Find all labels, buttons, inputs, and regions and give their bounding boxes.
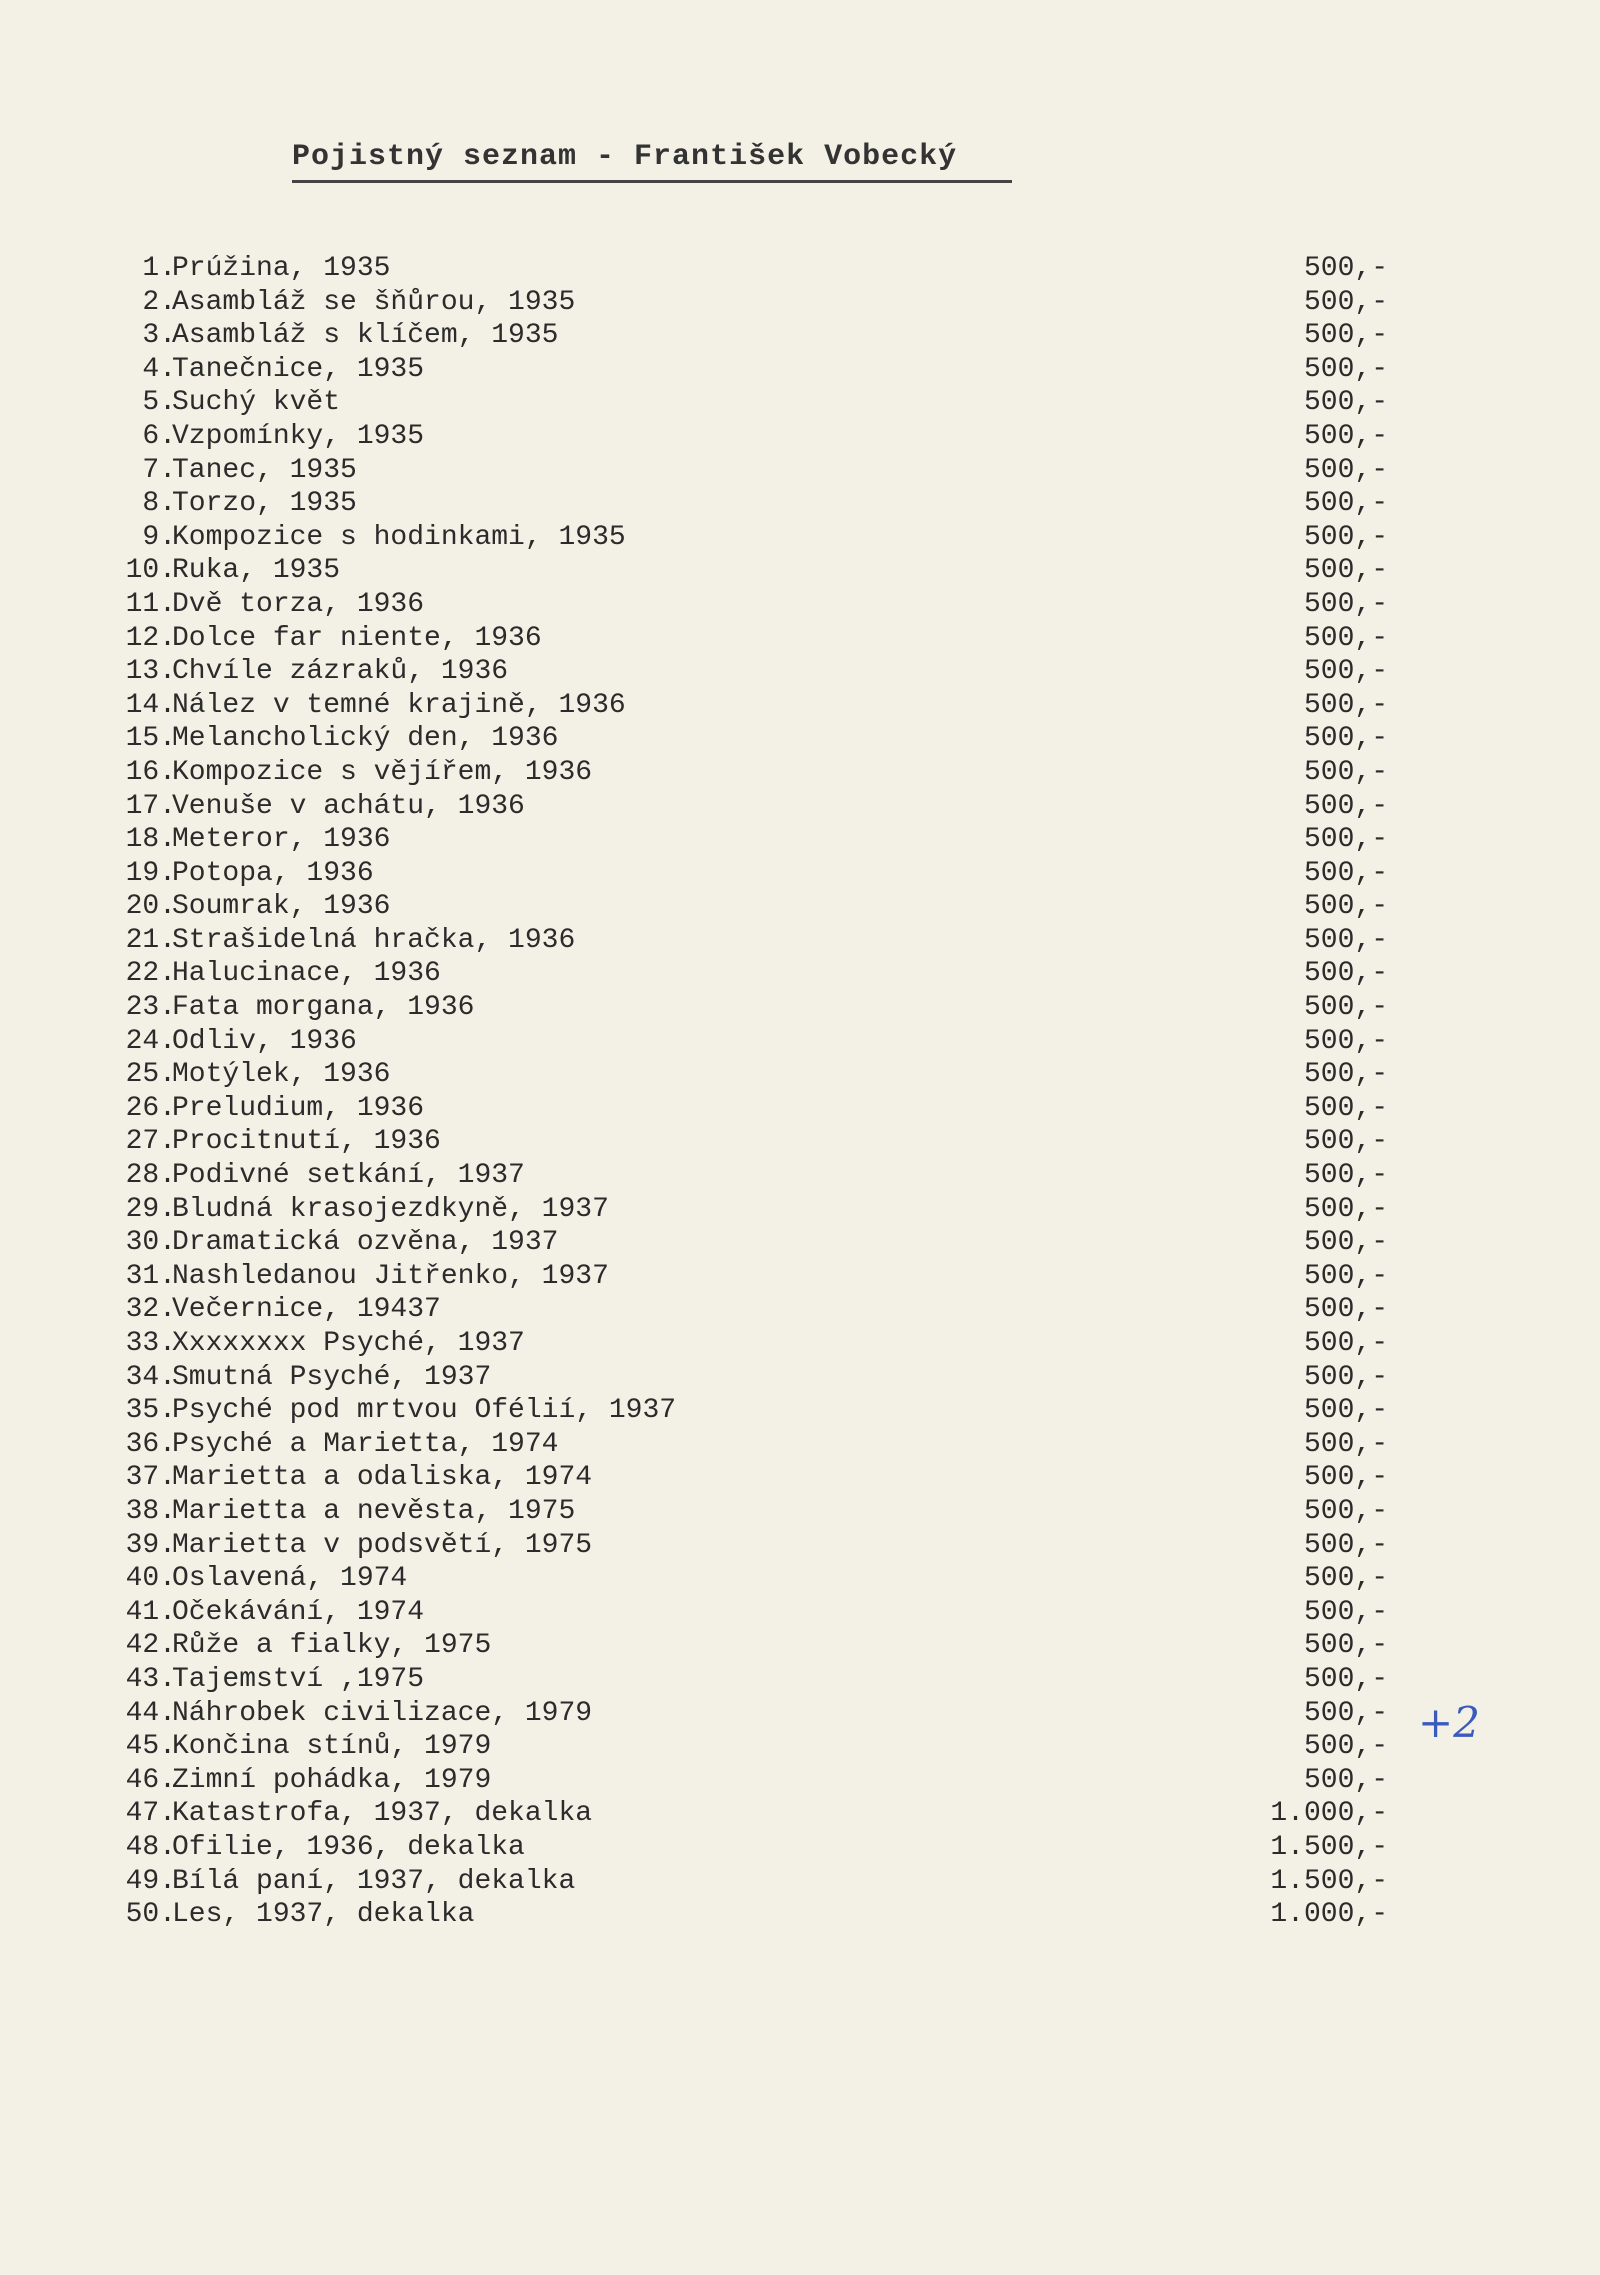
item-title: Dramatická ozvěna, 1937	[172, 1227, 559, 1259]
list-item	[0, 386, 1600, 420]
item-value: 500,-	[1303, 1294, 1388, 1326]
item-number: 42.	[125, 1630, 176, 1662]
item-value: 500,-	[1303, 1630, 1388, 1662]
item-number: 48.	[125, 1831, 176, 1863]
list-item	[0, 1092, 1600, 1126]
item-value: 500,-	[1303, 1495, 1388, 1527]
item-value: 500,-	[1303, 1092, 1388, 1124]
item-title: Růže a fialky, 1975	[172, 1630, 492, 1662]
item-number: 23.	[125, 992, 176, 1024]
list-item	[0, 1159, 1600, 1193]
item-value: 500,-	[1303, 1160, 1388, 1192]
item-value: 500,-	[1303, 353, 1388, 385]
list-item	[0, 1764, 1600, 1798]
item-title: Ofilie, 1936, dekalka	[172, 1831, 525, 1863]
title-underline	[292, 180, 1012, 183]
item-value: 500,-	[1303, 1529, 1388, 1561]
list-item	[0, 319, 1600, 353]
item-value: 500,-	[1303, 521, 1388, 553]
item-title: Vzpomínky, 1935	[172, 420, 425, 452]
list-item	[0, 1461, 1600, 1495]
item-title: Motýlek, 1936	[172, 1059, 391, 1091]
item-title: Bludná krasojezdkyně, 1937	[172, 1193, 609, 1225]
list-item	[0, 1428, 1600, 1462]
item-title: Dolce far niente, 1936	[172, 622, 542, 654]
item-number: 13.	[125, 656, 176, 688]
item-number: 35.	[125, 1395, 176, 1427]
item-value: 500,-	[1303, 958, 1388, 990]
item-title: Kompozice s hodinkami, 1935	[172, 521, 626, 553]
list-item	[0, 487, 1600, 521]
item-title: Nález v temné krajině, 1936	[172, 689, 626, 721]
item-number: 50.	[125, 1899, 176, 1931]
item-number: 28.	[125, 1160, 176, 1192]
item-number: 41.	[125, 1596, 176, 1628]
item-title: Chvíle zázraků, 1936	[172, 656, 509, 688]
item-value: 1.000,-	[1270, 1798, 1388, 1830]
item-title: Strašidelná hračka, 1936	[172, 924, 576, 956]
list-item	[0, 655, 1600, 689]
item-number: 16.	[125, 756, 176, 788]
item-title: Smutná Psyché, 1937	[172, 1361, 492, 1393]
item-title: Nashledanou Jitřenko, 1937	[172, 1260, 609, 1292]
item-title: Potopa, 1936	[172, 857, 374, 889]
item-title: Tanečnice, 1935	[172, 353, 425, 385]
item-number: 36.	[125, 1428, 176, 1460]
insurance-list	[0, 252, 1600, 1932]
item-value: 500,-	[1303, 1663, 1388, 1695]
item-value: 500,-	[1303, 1126, 1388, 1158]
item-number: 43.	[125, 1663, 176, 1695]
item-number: 18.	[125, 824, 176, 856]
item-number: 9.	[142, 521, 176, 553]
item-value: 500,-	[1303, 1328, 1388, 1359]
item-title: Tanec, 1935	[172, 454, 357, 486]
item-title: Psyché a Marietta, 1974	[172, 1428, 559, 1460]
item-title: Meteror, 1936	[172, 824, 391, 856]
item-value: 500,-	[1303, 454, 1388, 486]
item-title: Zimní pohádka, 1979	[172, 1764, 492, 1796]
list-item	[0, 1562, 1600, 1596]
item-value: 1.500,-	[1270, 1831, 1388, 1863]
item-number: 37.	[125, 1462, 176, 1494]
item-number: 45.	[125, 1731, 176, 1763]
list-item	[0, 1596, 1600, 1630]
list-item	[0, 1865, 1600, 1899]
item-title: Prúžina, 1935	[172, 253, 391, 284]
item-value: 500,-	[1303, 1395, 1388, 1427]
item-title: Marietta a nevěsta, 1975	[172, 1495, 576, 1527]
list-item	[0, 890, 1600, 924]
list-item	[0, 1663, 1600, 1697]
handwritten-note: +2	[1418, 1698, 1480, 1747]
item-value: 500,-	[1303, 1563, 1388, 1595]
item-number: 40.	[125, 1563, 176, 1595]
list-item	[0, 857, 1600, 891]
list-item	[0, 454, 1600, 488]
item-number: 3.	[142, 320, 176, 352]
item-title: Podivné setkání, 1937	[172, 1160, 525, 1192]
list-item	[0, 1226, 1600, 1260]
item-value: 500,-	[1303, 656, 1388, 688]
item-value: 500,-	[1303, 320, 1388, 352]
list-item	[0, 1697, 1600, 1731]
list-item	[0, 252, 1600, 286]
list-item	[0, 957, 1600, 991]
item-title: Odliv, 1936	[172, 1025, 357, 1057]
item-title: Končina stínů, 1979	[172, 1731, 492, 1763]
item-value: 500,-	[1303, 622, 1388, 654]
item-value: 500,-	[1303, 824, 1388, 856]
item-value: 1.500,-	[1270, 1865, 1388, 1897]
item-number: 39.	[125, 1529, 176, 1561]
item-value: 500,-	[1303, 1596, 1388, 1628]
item-value: 500,-	[1303, 1428, 1388, 1460]
list-item	[0, 756, 1600, 790]
item-title: Venuše v achátu, 1936	[172, 790, 525, 822]
item-number: 21.	[125, 924, 176, 956]
item-number: 27.	[125, 1126, 176, 1158]
item-title: Preludium, 1936	[172, 1092, 425, 1124]
list-item	[0, 1260, 1600, 1294]
item-title: Očekávání, 1974	[172, 1596, 425, 1628]
item-number: 47.	[125, 1798, 176, 1830]
item-value: 500,-	[1303, 992, 1388, 1024]
item-number: 49.	[125, 1865, 176, 1897]
item-value: 1.000,-	[1270, 1899, 1388, 1931]
list-item	[0, 622, 1600, 656]
item-number: 34.	[125, 1361, 176, 1393]
item-number: 15.	[125, 723, 176, 755]
item-value: 500,-	[1303, 756, 1388, 788]
list-item	[0, 1730, 1600, 1764]
list-item	[0, 286, 1600, 320]
list-item	[0, 353, 1600, 387]
item-title: Bílá paní, 1937, dekalka	[172, 1865, 576, 1897]
item-title: Asambláž s klíčem, 1935	[172, 320, 559, 352]
item-title: Kompozice s vějířem, 1936	[172, 756, 593, 788]
item-value: 500,-	[1303, 857, 1388, 889]
list-item	[0, 1898, 1600, 1932]
item-number: 29.	[125, 1193, 176, 1225]
item-value: 500,-	[1303, 555, 1388, 587]
list-item	[0, 1529, 1600, 1563]
item-value: 500,-	[1303, 1697, 1388, 1729]
item-value: 500,-	[1303, 1193, 1388, 1225]
list-item	[0, 1629, 1600, 1663]
item-number: 32.	[125, 1294, 176, 1326]
item-value: 500,-	[1303, 891, 1388, 923]
item-value: 500,-	[1303, 1260, 1388, 1292]
item-number: 25.	[125, 1059, 176, 1091]
item-number: 7.	[142, 454, 176, 486]
item-title: Melancholický den, 1936	[172, 723, 559, 755]
item-title: Katastrofa, 1937, dekalka	[172, 1798, 593, 1830]
item-value: 500,-	[1303, 420, 1388, 452]
list-item	[0, 521, 1600, 555]
item-value: 500,-	[1303, 588, 1388, 620]
item-number: 20.	[125, 891, 176, 923]
list-item	[0, 790, 1600, 824]
item-title: Xxxxxxxx Psyché, 1937	[172, 1328, 525, 1359]
item-number: 33.	[125, 1328, 176, 1359]
item-value: 500,-	[1303, 924, 1388, 956]
item-title: Halucinace, 1936	[172, 958, 441, 990]
list-item	[0, 1293, 1600, 1327]
item-title: Asambláž se šňůrou, 1935	[172, 286, 576, 318]
item-number: 11.	[125, 588, 176, 620]
item-value: 500,-	[1303, 253, 1388, 284]
list-item	[0, 823, 1600, 857]
item-title: Torzo, 1935	[172, 488, 357, 520]
list-item	[0, 1495, 1600, 1529]
item-title: Dvě torza, 1936	[172, 588, 425, 620]
item-value: 500,-	[1303, 790, 1388, 822]
item-number: 30.	[125, 1227, 176, 1259]
list-item	[0, 588, 1600, 622]
item-title: Suchý květ	[172, 387, 341, 419]
item-title: Les, 1937, dekalka	[172, 1899, 475, 1931]
list-item	[0, 1394, 1600, 1428]
list-item	[0, 1125, 1600, 1159]
item-number: 38.	[125, 1495, 176, 1527]
item-value: 500,-	[1303, 286, 1388, 318]
item-number: 46.	[125, 1764, 176, 1796]
item-value: 500,-	[1303, 723, 1388, 755]
item-number: 44.	[125, 1697, 176, 1729]
item-title: Marietta a odaliska, 1974	[172, 1462, 593, 1494]
item-title: Procitnutí, 1936	[172, 1126, 441, 1158]
list-item	[0, 689, 1600, 723]
item-number: 4.	[142, 353, 176, 385]
item-title: Náhrobek civilizace, 1979	[172, 1697, 593, 1729]
list-item	[0, 1193, 1600, 1227]
item-value: 500,-	[1303, 1025, 1388, 1057]
list-item	[0, 991, 1600, 1025]
list-item	[0, 554, 1600, 588]
item-value: 500,-	[1303, 387, 1388, 419]
list-item	[0, 1361, 1600, 1395]
list-item	[0, 1831, 1600, 1865]
item-value: 500,-	[1303, 488, 1388, 520]
item-title: Oslavená, 1974	[172, 1563, 408, 1595]
item-number: 12.	[125, 622, 176, 654]
item-number: 22.	[125, 958, 176, 990]
item-title: Fata morgana, 1936	[172, 992, 475, 1024]
item-title: Marietta v podsvětí, 1975	[172, 1529, 593, 1561]
list-item	[0, 1025, 1600, 1059]
item-number: 5.	[142, 387, 176, 419]
item-value: 500,-	[1303, 1764, 1388, 1796]
item-value: 500,-	[1303, 1731, 1388, 1763]
list-item	[0, 1058, 1600, 1092]
item-number: 1.	[142, 253, 176, 284]
item-number: 14.	[125, 689, 176, 721]
item-number: 10.	[125, 555, 176, 587]
item-number: 19.	[125, 857, 176, 889]
item-number: 17.	[125, 790, 176, 822]
item-number: 26.	[125, 1092, 176, 1124]
item-value: 500,-	[1303, 1227, 1388, 1259]
item-title: Ruka, 1935	[172, 555, 341, 587]
list-item	[0, 420, 1600, 454]
item-number: 6.	[142, 420, 176, 452]
list-item	[0, 924, 1600, 958]
list-item	[0, 722, 1600, 756]
item-number: 31.	[125, 1260, 176, 1292]
list-item	[0, 1327, 1600, 1361]
item-value: 500,-	[1303, 1361, 1388, 1393]
item-title: Psyché pod mrtvou Ofélií, 1937	[172, 1395, 677, 1427]
item-title: Tajemství ,1975	[172, 1663, 425, 1695]
item-value: 500,-	[1303, 1059, 1388, 1091]
item-value: 500,-	[1303, 689, 1388, 721]
item-title: Večernice, 19437	[172, 1294, 441, 1326]
list-item	[0, 1797, 1600, 1831]
item-number: 8.	[142, 488, 176, 520]
item-title: Soumrak, 1936	[172, 891, 391, 923]
item-number: 2.	[142, 286, 176, 318]
item-number: 24.	[125, 1025, 176, 1057]
item-value: 500,-	[1303, 1462, 1388, 1494]
page-title: Pojistný seznam - František Vobecký	[292, 140, 958, 174]
